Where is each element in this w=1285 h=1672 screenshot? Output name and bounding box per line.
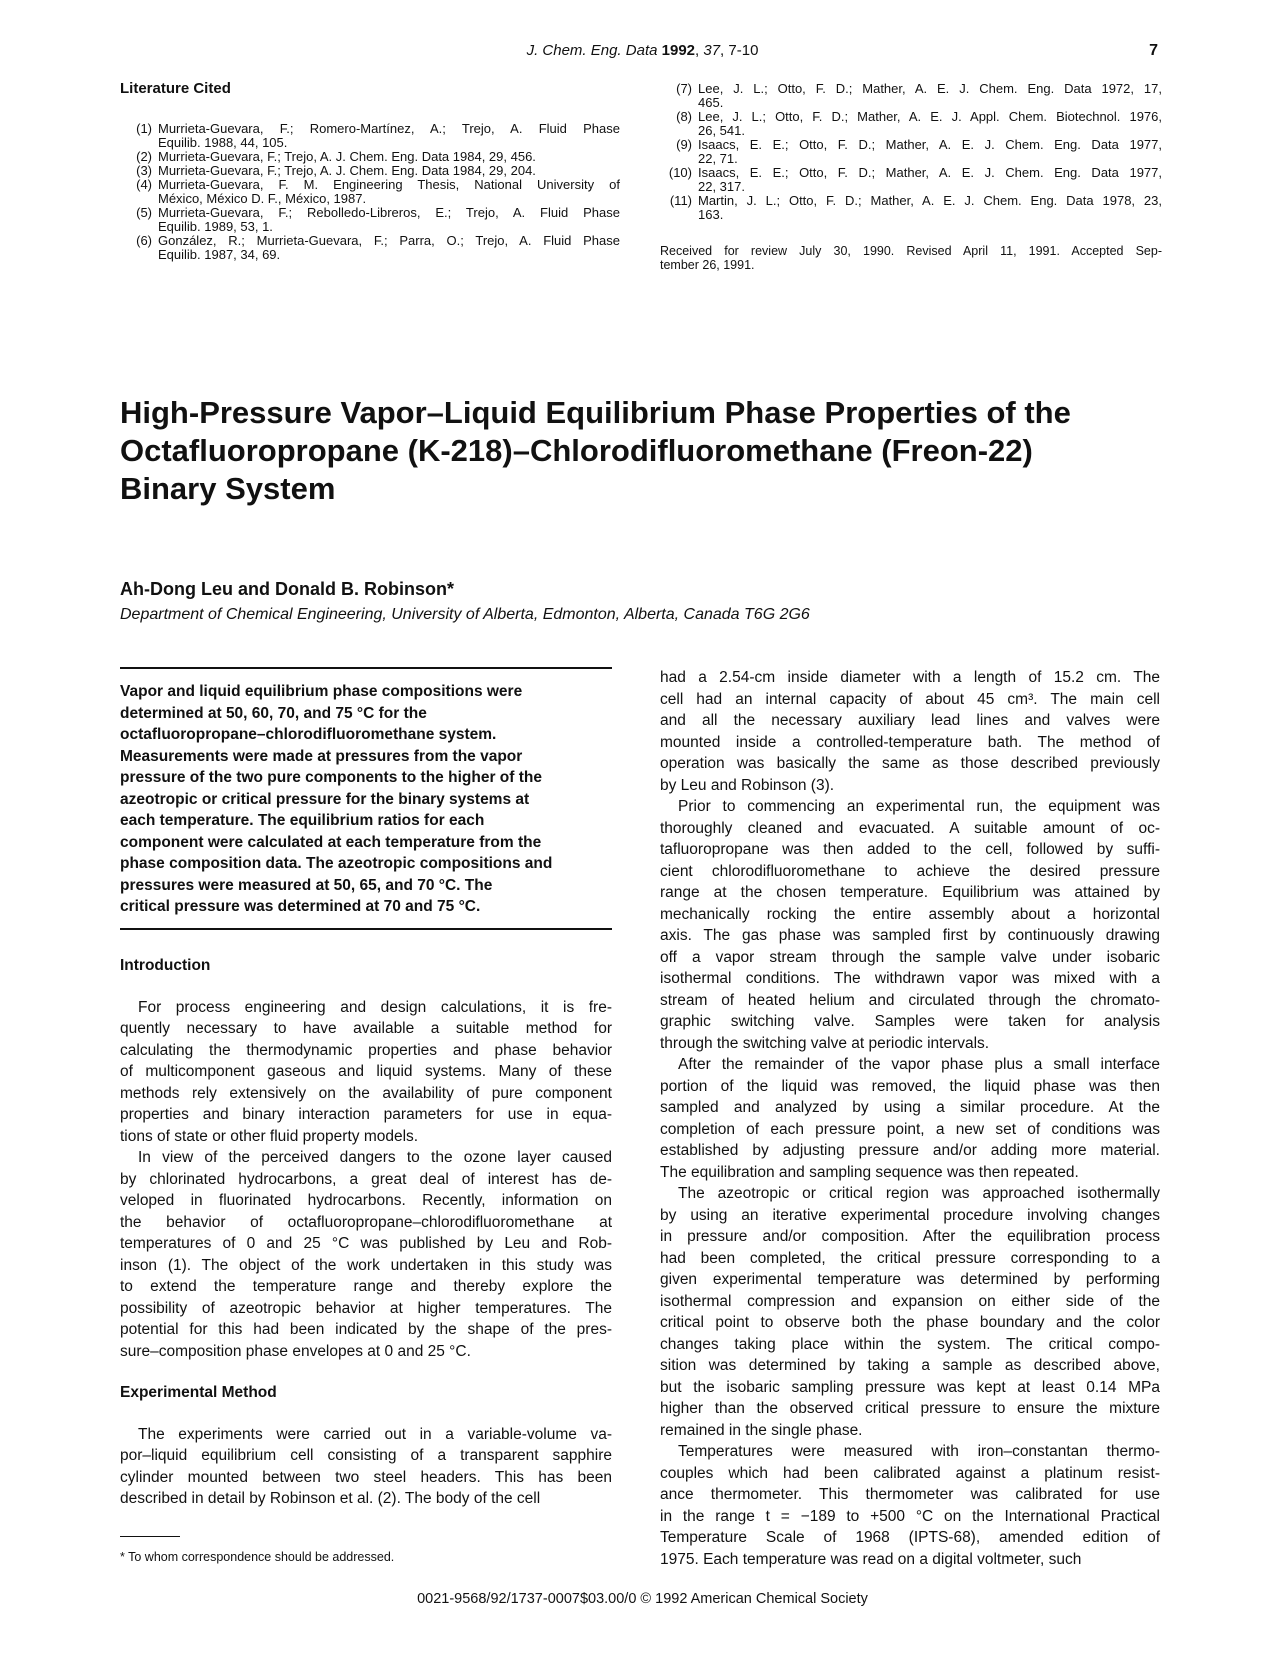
paragraph bbox=[660, 1183, 1160, 1441]
reference-line: 163. bbox=[698, 207, 724, 222]
text-line: cient chlorodifluoromethane to achieve the desired pressure bbox=[660, 862, 1160, 880]
text-line: methods rely extensively on the availability of pure component bbox=[120, 1084, 612, 1102]
footnote: * To whom correspondence should be addressed. bbox=[120, 1550, 395, 1564]
text-line: sampled and analyzed by using a similar procedure. At the bbox=[660, 1099, 1160, 1116]
text-line: critical point to observe both the phase boundary and the color bbox=[660, 1314, 1160, 1331]
text-line: The azeotropic or critical region was approached isothermally bbox=[678, 1185, 1160, 1202]
reference-text bbox=[698, 110, 1162, 138]
text-line: remained in the single phase. bbox=[660, 1421, 863, 1439]
text-line: by Leu and Robinson (3). bbox=[660, 776, 835, 794]
text-line: portion of the liquid was removed, the liquid phase was then bbox=[660, 1077, 1160, 1095]
received-note bbox=[660, 244, 1162, 272]
reference-line: Murrieta-Guevara, F. M. Engineering Thesis, National University of bbox=[158, 177, 620, 192]
reference-number: (4) bbox=[136, 177, 152, 192]
reference-text bbox=[158, 178, 620, 206]
text-line: in pressure and/or composition. After the equilibration process bbox=[660, 1228, 1160, 1245]
text-line: by using an iterative experimental procedure involving changes bbox=[660, 1206, 1160, 1224]
reference-item bbox=[120, 234, 620, 262]
reference-line: Martin, J. L.; Otto, F. D.; Mather, A. E. J. Chem. Eng. Data 1978, 23, bbox=[698, 193, 1162, 208]
running-header bbox=[0, 42, 1285, 66]
paragraph bbox=[660, 667, 1160, 796]
text-line: The experiments were carried out in a variable-volume va- bbox=[138, 1425, 612, 1443]
text-line: described in detail by Robinson et al. (2). The body of the cell bbox=[120, 1490, 541, 1507]
abstract-line: Measurements were made at pressures from the vapor bbox=[120, 747, 523, 765]
literature-cited-right bbox=[660, 82, 1162, 272]
text-line: quently necessary to have available a suitable method for bbox=[120, 1020, 612, 1037]
text-line: ance thermometer. This thermometer was calibrated for use bbox=[660, 1486, 1160, 1503]
text-line: veloped in fluorinated hydrocarbons. Recently, information on bbox=[120, 1192, 612, 1209]
reference-number: (8) bbox=[676, 109, 692, 124]
text-line: had been completed, the critical pressure corresponding to a bbox=[660, 1249, 1160, 1267]
reference-line: 465. bbox=[698, 95, 724, 110]
abstract bbox=[120, 667, 612, 930]
reference-item bbox=[660, 138, 1162, 166]
text-line: inson (1). The object of the work undertaken in this study was bbox=[120, 1256, 612, 1274]
left-column bbox=[120, 955, 612, 1510]
paragraph bbox=[660, 1441, 1160, 1570]
text-line: sition was determined by taking a sample as described above, bbox=[660, 1357, 1160, 1374]
text-line: In view of the perceived dangers to the ozone layer caused bbox=[138, 1149, 612, 1166]
journal-year: 1992 bbox=[661, 42, 696, 59]
reference-list-left bbox=[120, 122, 620, 262]
reference-number: (3) bbox=[136, 163, 152, 178]
footnote-rule bbox=[120, 1536, 180, 1537]
text-line: After the remainder of the vapor phase plus a small interface bbox=[678, 1056, 1160, 1073]
abstract-line: pressures were measured at 50, 65, and 70 °C. The bbox=[120, 876, 493, 894]
abstract-line: component were calculated at each temperature from the bbox=[120, 833, 542, 851]
text-line: cell had an internal capacity of about 45 cm³. The main cell bbox=[660, 690, 1160, 708]
reference-line: Murrieta-Guevara, F.; Rebolledo-Libreros, E.; Trejo, A. Fluid Phase bbox=[158, 205, 620, 220]
reference-number: (5) bbox=[136, 205, 152, 220]
text-line: properties and binary interaction parameters for use in equa- bbox=[120, 1106, 612, 1123]
reference-item bbox=[660, 194, 1162, 222]
text-line: range at the chosen temperature. Equilibrium was attained by bbox=[660, 884, 1160, 901]
text-line: established by adjusting pressure and/or adding more material. bbox=[660, 1142, 1160, 1159]
text-line: but the isobaric sampling pressure was kept at least 0.14 MPa bbox=[660, 1378, 1160, 1396]
experimental-body-left bbox=[120, 1424, 612, 1510]
text-line: 1975. Each temperature was read on a digital voltmeter, such bbox=[660, 1550, 1082, 1568]
journal-name: J. Chem. Eng. Data bbox=[526, 42, 658, 59]
reference-text bbox=[158, 122, 620, 150]
text-line: cylinder mounted between two steel headers. This has been bbox=[120, 1468, 612, 1486]
text-line: of multicomponent gaseous and liquid systems. Many of these bbox=[120, 1063, 612, 1080]
abstract-line: each temperature. The equilibrium ratios for each bbox=[120, 812, 485, 829]
reference-line: 26, 541. bbox=[698, 123, 745, 138]
received-line: Received for review July 30, 1990. Revised April 11, 1991. Accepted Sep- bbox=[660, 244, 1162, 258]
text-line: the behavior of octafluoropropane–chlorodifluoromethane at bbox=[120, 1213, 612, 1231]
paragraph bbox=[660, 796, 1160, 1054]
abstract-line: Vapor and liquid equilibrium phase compositions were bbox=[120, 683, 523, 700]
reference-item bbox=[120, 164, 620, 178]
text-line: mounted inside a controlled-temperature bath. The method of bbox=[660, 733, 1160, 751]
article-affiliation: Department of Chemical Engineering, University of Alberta, Edmonton, Alberta, Canada T6G 2G6 bbox=[120, 606, 810, 623]
reference-line: 22, 317. bbox=[698, 179, 745, 194]
reference-number: (7) bbox=[676, 81, 692, 96]
text-line: changes taking place within the system. The critical compo- bbox=[660, 1335, 1160, 1353]
text-line: in the range t = −189 to +500 °C on the International Practical bbox=[660, 1507, 1160, 1525]
reference-item bbox=[120, 150, 620, 164]
reference-line: Equilib. 1989, 53, 1. bbox=[158, 219, 273, 234]
journal-citation: J. Chem. Eng. Data 1992, 37, 7-10 bbox=[526, 42, 759, 59]
text-line: For process engineering and design calculations, it is fre- bbox=[138, 998, 612, 1016]
reference-line: Equilib. 1988, 44, 105. bbox=[158, 135, 288, 150]
page-footer: 0021-9568/92/1737-0007$03.00/0 © 1992 American Chemical Society bbox=[417, 1591, 868, 1607]
literature-heading: Literature Cited bbox=[120, 80, 231, 97]
reference-line: González, R.; Murrieta-Guevara, F.; Parra, O.; Trejo, A. Fluid Phase bbox=[158, 233, 620, 248]
reference-text bbox=[158, 206, 620, 234]
reference-line: Murrieta-Guevara, F.; Trejo, A. J. Chem. Eng. Data 1984, 29, 456. bbox=[158, 149, 536, 164]
article-authors: Ah-Dong Leu and Donald B. Robinson* bbox=[120, 579, 454, 599]
text-line: The equilibration and sampling sequence was then repeated. bbox=[660, 1163, 1079, 1181]
received-line: tember 26, 1991. bbox=[660, 258, 755, 272]
text-line: off a vapor stream through the sample valve under isobaric bbox=[660, 948, 1160, 966]
text-line: calculating the thermodynamic properties and phase behavior bbox=[120, 1041, 612, 1059]
text-line: tions of state or other fluid property models. bbox=[120, 1127, 419, 1145]
page-number: 7 bbox=[1149, 42, 1158, 59]
paragraph bbox=[120, 1147, 612, 1362]
text-line: sure–composition phase envelopes at 0 and 25 °C. bbox=[120, 1342, 471, 1360]
reference-text bbox=[158, 234, 620, 262]
reference-item bbox=[660, 166, 1162, 194]
text-line: stream of heated helium and circulated through the chromato- bbox=[660, 991, 1160, 1009]
abstract-line: pressure of the two pure components to the higher of the bbox=[120, 769, 542, 786]
reference-text bbox=[698, 194, 1162, 222]
text-line: potential for this had been indicated by the shape of the pres- bbox=[120, 1321, 612, 1338]
text-line: given experimental temperature was determined by performing bbox=[660, 1271, 1160, 1288]
reference-list-right bbox=[660, 82, 1162, 222]
reference-line: Equilib. 1987, 34, 69. bbox=[158, 247, 281, 262]
reference-item bbox=[120, 178, 620, 206]
reference-text bbox=[698, 82, 1162, 110]
text-line: axis. The gas phase was sampled first by continuously drawing bbox=[660, 927, 1160, 944]
text-line: tafluoropropane was then added to the cell, followed by suffi- bbox=[660, 841, 1160, 858]
reference-line: Murrieta-Guevara, F.; Romero-Martínez, A.; Trejo, A. Fluid Phase bbox=[158, 121, 620, 136]
text-line: isothermal compression and expansion on either side of the bbox=[660, 1292, 1160, 1310]
reference-line: Isaacs, E. E.; Otto, F. D.; Mather, A. E. J. Chem. Eng. Data 1977, bbox=[698, 137, 1162, 152]
paragraph bbox=[120, 1424, 612, 1510]
reference-line: Lee, J. L.; Otto, F. D.; Mather, A. E. J. Chem. Eng. Data 1972, 17, bbox=[698, 81, 1162, 96]
text-line: through the switching valve at periodic intervals. bbox=[660, 1034, 990, 1052]
reference-text bbox=[158, 150, 620, 164]
abstract-line: determined at 50, 60, 70, and 75 °C for the bbox=[120, 704, 427, 722]
text-line: to extend the temperature range and thereby explore the bbox=[120, 1278, 612, 1295]
reference-number: (6) bbox=[136, 233, 152, 248]
reference-line: 22, 71. bbox=[698, 151, 738, 166]
reference-line: Isaacs, E. E.; Otto, F. D.; Mather, A. E. J. Chem. Eng. Data 1977, bbox=[698, 165, 1162, 180]
reference-text bbox=[158, 164, 620, 178]
journal-volume: 37 bbox=[703, 42, 721, 59]
introduction-body bbox=[120, 997, 612, 1363]
text-line: by chlorinated hydrocarbons, a great deal of interest has de- bbox=[120, 1170, 612, 1188]
journal-pages: 7-10 bbox=[728, 42, 759, 59]
text-line: and all the necessary auxiliary lead lines and valves were bbox=[660, 712, 1160, 729]
text-line: graphic switching valve. Samples were taken for analysis bbox=[660, 1013, 1160, 1030]
title-line: Binary System bbox=[120, 471, 336, 506]
title-line: High-Pressure Vapor–Liquid Equilibrium Phase Properties of the bbox=[120, 395, 1071, 430]
reference-line: Lee, J. L.; Otto, F. D.; Mather, A. E. J. Appl. Chem. Biotechnol. 1976, bbox=[698, 109, 1162, 124]
article-title bbox=[120, 394, 1170, 508]
abstract-line: critical pressure was determined at 70 and 75 °C. bbox=[120, 898, 481, 915]
reference-line: México, México D. F., México, 1987. bbox=[158, 191, 367, 206]
abstract-line: azeotropic or critical pressure for the binary systems at bbox=[120, 790, 530, 808]
paragraph bbox=[120, 997, 612, 1148]
text-line: had a 2.54-cm inside diameter with a length of 15.2 cm. The bbox=[660, 669, 1160, 686]
text-line: por–liquid equilibrium cell consisting of a transparent sapphire bbox=[120, 1447, 612, 1464]
text-line: mechanically rocking the entire assembly about a horizontal bbox=[660, 905, 1160, 923]
abstract-line: octafluoropropane–chlorodifluoromethane system. bbox=[120, 726, 497, 743]
experimental-heading: Experimental Method bbox=[120, 1384, 277, 1401]
text-line: temperatures of 0 and 25 °C was published by Leu and Rob- bbox=[120, 1235, 612, 1252]
text-line: Temperature Scale of 1968 (IPTS-68), amended edition of bbox=[660, 1529, 1160, 1546]
right-column bbox=[660, 667, 1160, 1570]
reference-item bbox=[660, 82, 1162, 110]
introduction-heading: Introduction bbox=[120, 957, 211, 974]
literature-cited-left bbox=[120, 82, 620, 262]
text-line: couples which had been calibrated against a platinum resist- bbox=[660, 1464, 1160, 1482]
reference-number: (1) bbox=[136, 121, 152, 136]
text-line: Prior to commencing an experimental run, the equipment was bbox=[678, 798, 1160, 815]
abstract-line: phase composition data. The azeotropic compositions and bbox=[120, 855, 553, 872]
text-line: completion of each pressure point, a new set of conditions was bbox=[660, 1120, 1160, 1138]
reference-number: (11) bbox=[669, 193, 692, 208]
reference-number: (10) bbox=[668, 165, 692, 180]
reference-number: (2) bbox=[136, 149, 152, 164]
text-line: higher than the observed critical pressure to ensure the mixture bbox=[660, 1400, 1160, 1417]
title-line: Octafluoropropane (K-218)–Chlorodifluoromethane (Freon-22) bbox=[120, 433, 1033, 468]
reference-item bbox=[660, 110, 1162, 138]
text-line: possibility of azeotropic behavior at higher temperatures. The bbox=[120, 1299, 612, 1317]
reference-text bbox=[698, 166, 1162, 194]
reference-text bbox=[698, 138, 1162, 166]
reference-item bbox=[120, 206, 620, 234]
text-line: isothermal conditions. The withdrawn vapor was mixed with a bbox=[660, 970, 1160, 987]
reference-line: Murrieta-Guevara, F.; Trejo, A. J. Chem. Eng. Data 1984, 29, 204. bbox=[158, 163, 536, 178]
reference-number: (9) bbox=[676, 137, 692, 152]
paragraph bbox=[660, 1054, 1160, 1183]
text-line: operation was basically the same as those described previously bbox=[660, 755, 1160, 772]
text-line: Temperatures were measured with iron–constantan thermo- bbox=[678, 1443, 1160, 1460]
reference-item bbox=[120, 122, 620, 150]
text-line: thoroughly cleaned and evacuated. A suitable amount of oc- bbox=[660, 819, 1160, 837]
